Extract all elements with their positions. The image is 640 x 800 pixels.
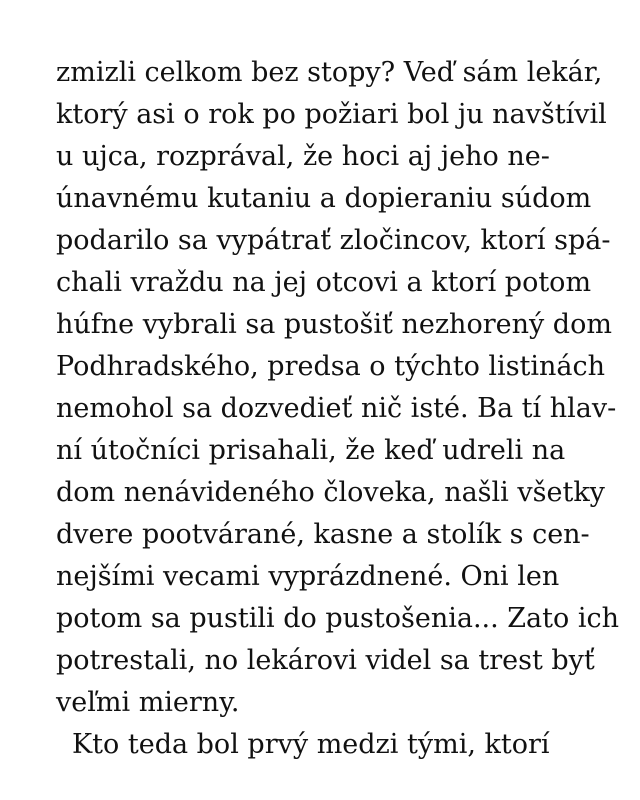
text-line: nejšími vecami vyprázdnené. Oni len [56, 561, 560, 592]
text-line: veľmi mierny. [56, 687, 240, 718]
text-line: chali vraždu na jej otcovi a ktorí potom [56, 267, 592, 298]
paragraph-1 [56, 52, 619, 724]
text-line: potom sa pustili do pustošenia... Zato ich [56, 603, 619, 634]
text-line: Podhradského, predsa o týchto listinách [56, 351, 606, 382]
text-line: dom nenávideného človeka, našli všetky [56, 477, 605, 508]
text-line: zmizli celkom bez stopy? Veď sám lekár, [56, 57, 603, 88]
body-text [56, 52, 619, 766]
text-line: ní útočníci prisahali, že keď udreli na [56, 435, 566, 466]
text-line: dvere pootvárané, kasne a stolík s cen- [56, 519, 590, 550]
paragraph-2 [56, 724, 596, 766]
text-line: u ujca, rozprával, že hoci aj jeho ne- [56, 141, 550, 172]
text-line: únavnému kutaniu a dopieraniu súdom [56, 183, 592, 214]
text-line: potrestali, no lekárovi videl sa trest byť [56, 645, 595, 676]
text-line: Kto teda bol prvý medzi tými, ktorí [72, 729, 550, 760]
text-line: ktorý asi o rok po požiari bol ju navštívil [56, 99, 607, 130]
text-line: húfne vybrali sa pustošiť nezhorený dom [56, 309, 612, 340]
text-line: nemohol sa dozvedieť nič isté. Ba tí hlav- [56, 393, 617, 424]
text-line: podarilo sa vypátrať zločincov, ktorí spá- [56, 225, 611, 256]
